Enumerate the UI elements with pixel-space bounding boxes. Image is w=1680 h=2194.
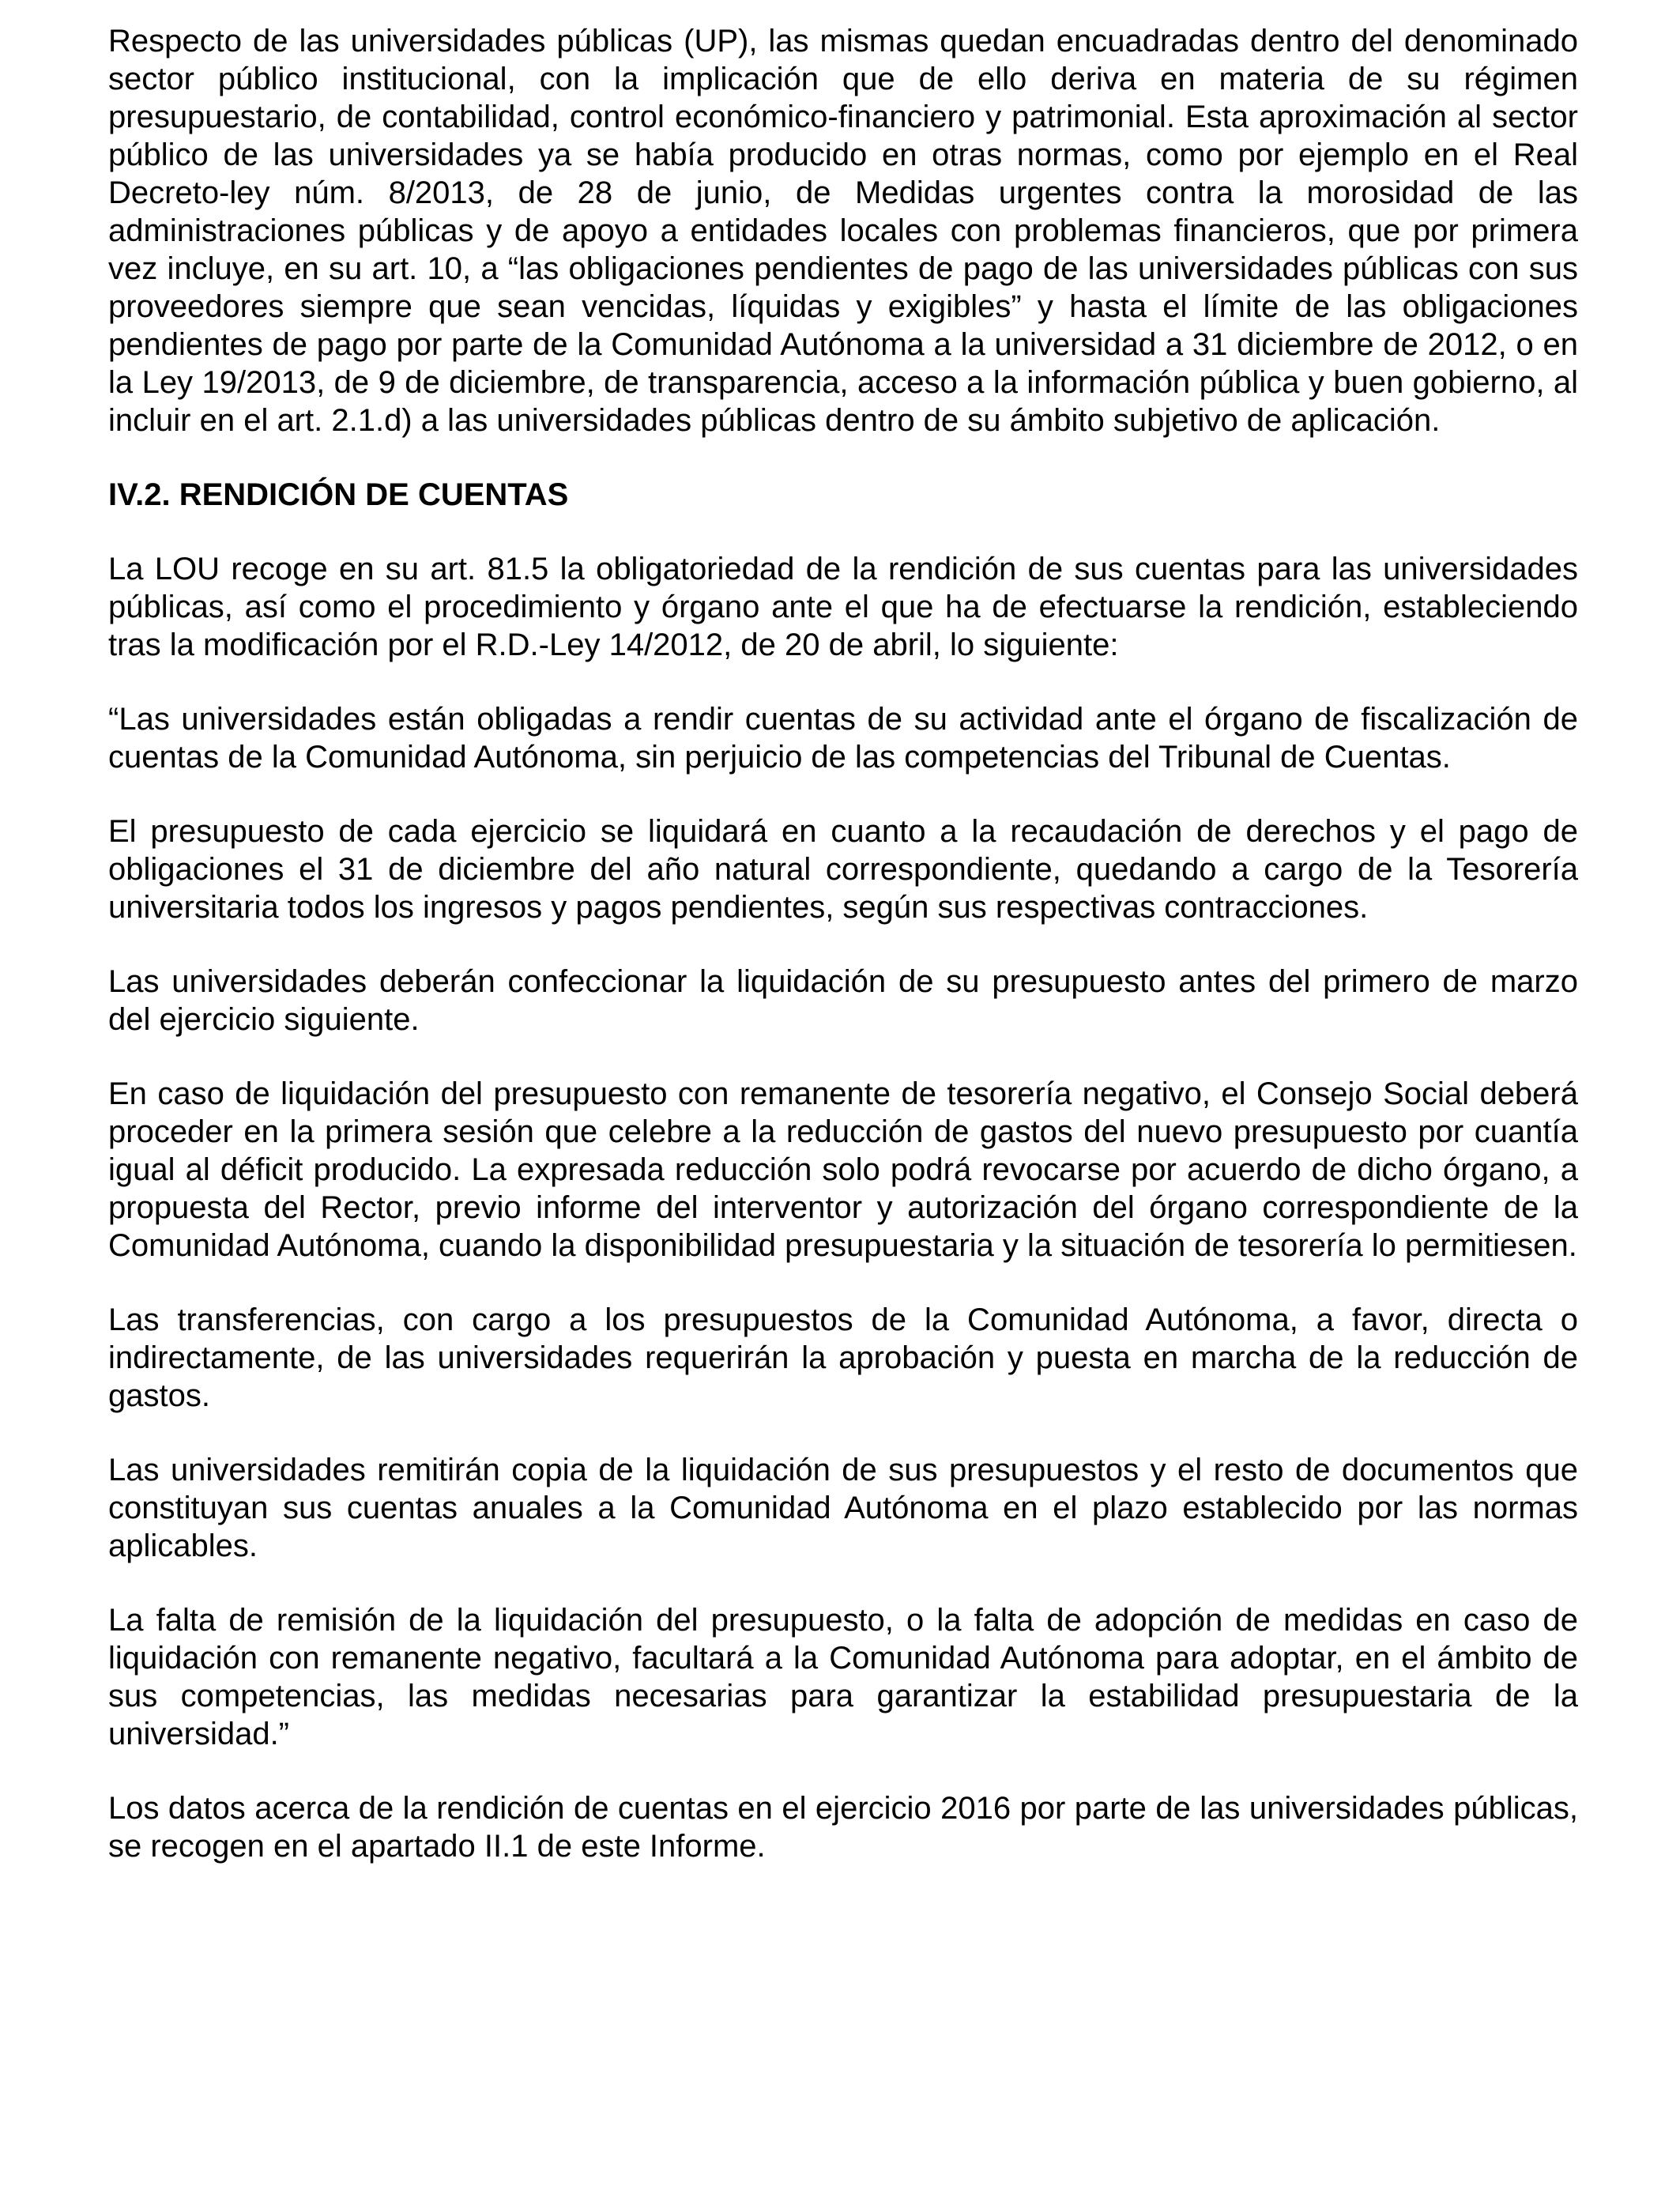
paragraph-lou-intro: La LOU recoge en su art. 81.5 la obligatoriedad de la rendición de sus cuentas para las universidades públicas, así como el procedimiento y órgano ante el que ha de efectuarse la rendición, estableciendo tras la modificación por el R.D.-Ley 14/2012, de 20 de abril, lo siguiente: — [108, 552, 1578, 662]
paragraph-datos-2016: Los datos acerca de la rendición de cuentas en el ejercicio 2016 por parte de las universidades públicas, se recogen en el apartado II.1 de este Informe. — [108, 1791, 1578, 1864]
section-heading: IV.2. RENDICIÓN DE CUENTAS — [108, 477, 569, 512]
paragraph-quote-remanente-negativo: En caso de liquidación del presupuesto con remanente de tesorería negativo, el Consejo Social deberá proceder en la primera sesión que celebre a la reducción de gastos del nuevo presupuesto por cuantía igual al déficit producido. La expresada reducción solo podrá revocarse por acuerdo de dicho órgano, a propuesta del Rector, previo informe del interventor y autorización del órgano correspondiente de la Comunidad Autónoma, cuando la disponibilidad presupuestaria y la situación de tesorería lo permitiesen. — [108, 1076, 1578, 1263]
paragraph-quote-remision-copia: Las universidades remitirán copia de la liquidación de sus presupuestos y el resto de documentos que constituyan sus cuentas anuales a la Comunidad Autónoma en el plazo establecido por las normas aplicables. — [108, 1453, 1578, 1563]
paragraph-quote-rendir-cuentas: “Las universidades están obligadas a rendir cuentas de su actividad ante el órgano de fiscalización de cuentas de la Comunidad Autónoma, sin perjuicio de las competencias del Tribunal de Cuentas. — [108, 702, 1578, 775]
paragraph-quote-plazo: Las universidades deberán confeccionar la liquidación de su presupuesto antes del primero de marzo del ejercicio siguiente. — [108, 964, 1578, 1037]
paragraph-quote-falta-remision: La falta de remisión de la liquidación del presupuesto, o la falta de adopción de medidas en caso de liquidación con remanente negativo, facultará a la Comunidad Autónoma para adoptar, en el ámbito de sus competencias, las medidas necesarias para garantizar la estabilidad presupuestaria de la universidad.” — [108, 1603, 1578, 1751]
paragraph-quote-liquidacion: El presupuesto de cada ejercicio se liquidará en cuanto a la recaudación de derechos y el pago de obligaciones el 31 de diciembre del año natural correspondiente, quedando a cargo de la Tesorería universitaria todos los ingresos y pagos pendientes, según sus respectivas contracciones. — [108, 814, 1578, 925]
page-body — [108, 22, 1578, 1865]
paragraph-quote-transferencias: Las transferencias, con cargo a los presupuestos de la Comunidad Autónoma, a favor, directa o indirectamente, de las universidades requerirán la aprobación y puesta en marcha de la reducción de gastos. — [108, 1302, 1578, 1413]
intro-paragraph: Respecto de las universidades públicas (UP), las mismas quedan encuadradas dentro del denominado sector público institucional, con la implicación que de ello deriva en materia de su régimen presupuestario, de contabilidad, control económico-financiero y patrimonial. Esta aproximación al sector público de las universidades ya se había producido en otras normas, como por ejemplo en el Real Decreto-ley núm. 8/2013, de 28 de junio, de Medidas urgentes contra la morosidad de las administraciones públicas y de apoyo a entidades locales con problemas financieros, que por primera vez incluye, en su art. 10, a “las obligaciones pendientes de pago de las universidades públicas con sus proveedores siempre que sean vencidas, líquidas y exigibles” y hasta el límite de las obligaciones pendientes de pago por parte de la Comunidad Autónoma a la universidad a 31 diciembre de 2012, o en la Ley 19/2013, de 9 de diciembre, de transparencia, acceso a la información pública y buen gobierno, al incluir en el art. 2.1.d) a las universidades públicas dentro de su ámbito subjetivo de aplicación. — [108, 24, 1578, 438]
